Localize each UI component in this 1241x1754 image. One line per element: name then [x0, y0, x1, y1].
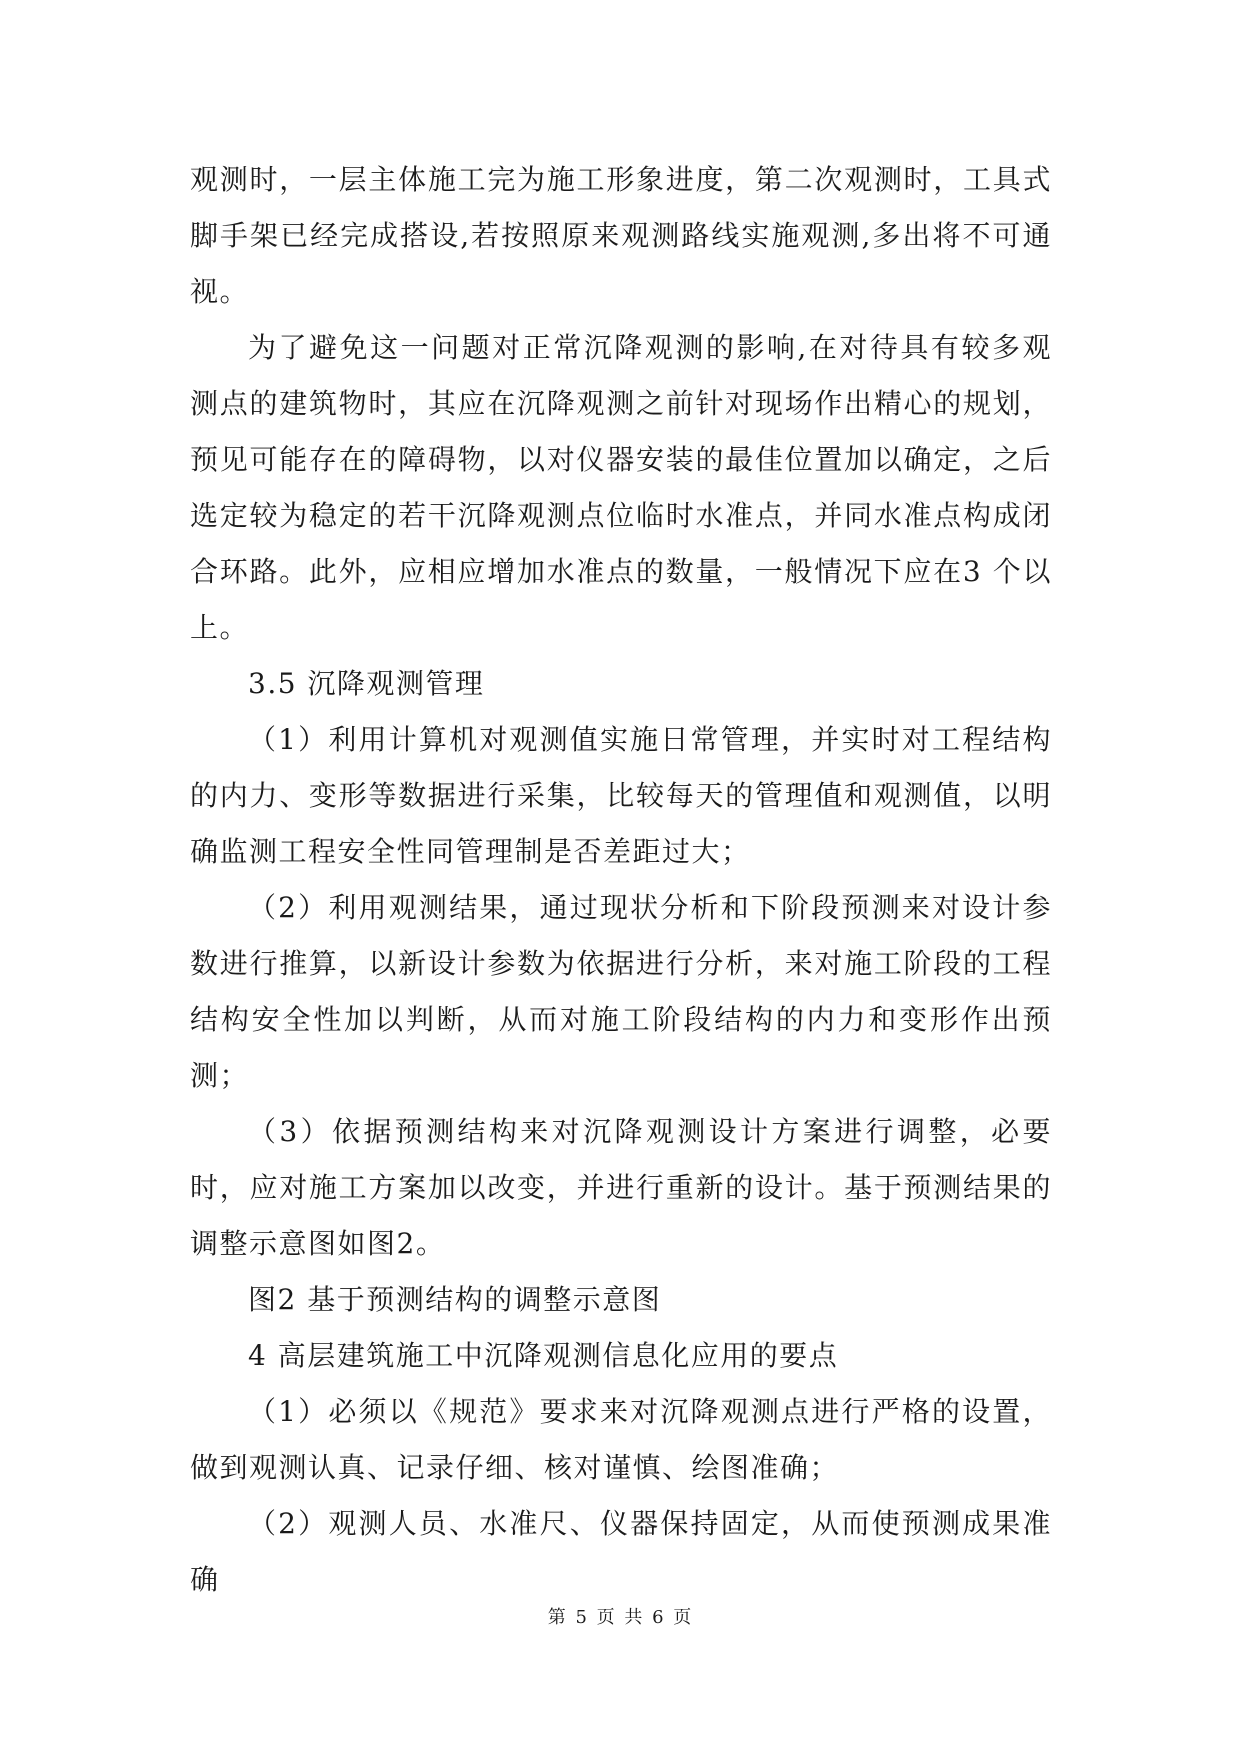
paragraph-item-1-computer-management: （1）利用计算机对观测值实施日常管理，并实时对工程结构的内力、变形等数据进行采集，比较每天的管理值和观测值，以明确监测工程安全性同管理制是否差距过大；	[190, 723, 1052, 868]
document-page	[190, 152, 1052, 1608]
page-number-label: 第 5 页 共 6 页	[547, 1607, 694, 1628]
figure-caption-2: 图2 基于预测结构的调整示意图	[248, 1283, 662, 1316]
paragraph-continuation: 观测时，一层主体施工完为施工形象进度，第二次观测时，工具式脚手架已经完成搭设,若按照原来观测路线实施观测,多出将不可通视。	[190, 163, 1052, 308]
section-heading-4: 4 高层建筑施工中沉降观测信息化应用的要点	[248, 1339, 839, 1372]
page-footer	[0, 1603, 1241, 1629]
paragraph-item-3-plan-adjustment: （3）依据预测结构来对沉降观测设计方案进行调整，必要时，应对施工方案加以改变，并进行重新的设计。基于预测结果的调整示意图如图2。	[190, 1115, 1052, 1260]
paragraph-obstacle-planning: 为了避免这一问题对正常沉降观测的影响,在对待具有较多观测点的建筑物时，其应在沉降观测之前针对现场作出精心的规划，预见可能存在的障碍物，以对仪器安装的最佳位置加以确定，之后选定较为稳定的若干沉降观测点位临时水准点，并同水准点构成闭合环路。此外，应相应增加水准点的数量，一般情况下应在3 个以上。	[190, 331, 1052, 644]
section-heading-3-5: 3.5 沉降观测管理	[248, 667, 485, 700]
paragraph-point-1-standards: （1）必须以《规范》要求来对沉降观测点进行严格的设置，做到观测认真、记录仔细、核对谨慎、绘图准确；	[190, 1395, 1052, 1484]
paragraph-point-2-fixed-equipment: （2）观测人员、水准尺、仪器保持固定，从而使预测成果准确	[190, 1507, 1052, 1596]
paragraph-item-2-parameter-estimation: （2）利用观测结果，通过现状分析和下阶段预测来对设计参数进行推算，以新设计参数为依据进行分析，来对施工阶段的工程结构安全性加以判断，从而对施工阶段结构的内力和变形作出预测；	[190, 891, 1052, 1092]
